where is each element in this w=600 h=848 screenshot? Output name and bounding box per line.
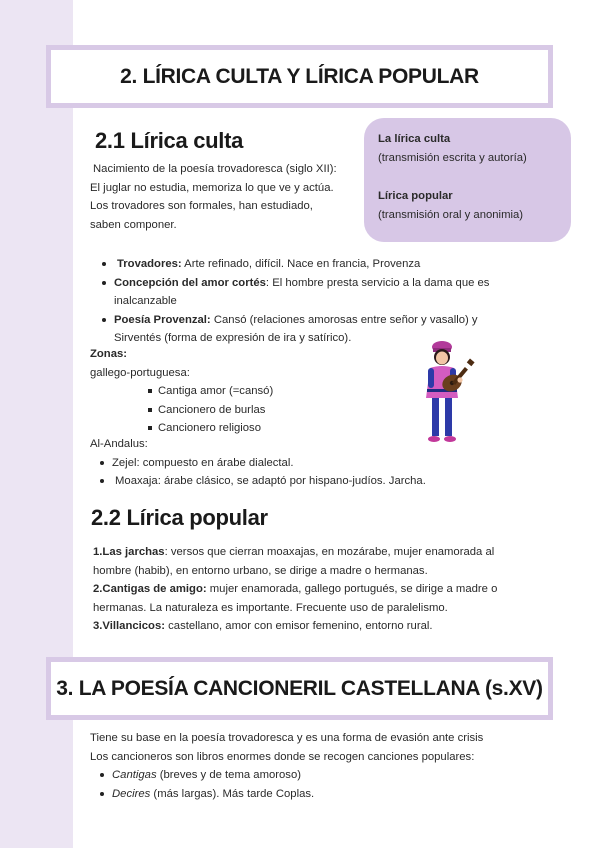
andalus-label: Al-Andalus: — [90, 438, 148, 450]
troubadour-illustration — [414, 340, 480, 450]
list-item: Decires (más largas). Más tarde Coplas. — [90, 785, 530, 804]
cancioneril-body — [90, 729, 530, 803]
section-3-title: 3. LA POESÍA CANCIONERIL CASTELLANA (s.XV) — [56, 676, 543, 700]
list-item: Concepción del amor cortés: El hombre presta servicio a la dama que es inalcanzable — [92, 274, 522, 311]
list-item: Cantigas (breves y de tema amoroso) — [90, 766, 530, 785]
list-item: Cancionero religioso — [90, 419, 520, 438]
callout-popular-title: Lírica popular — [378, 190, 453, 202]
andalus-list — [90, 454, 520, 491]
section-3-header-box — [46, 657, 553, 720]
cancioneril-list — [90, 766, 530, 803]
callout-culta-title: La lírica culta — [378, 133, 451, 145]
culta-heading: 2.1 Lírica culta — [95, 128, 244, 153]
popular-items — [93, 543, 533, 636]
culta-bullet-list — [92, 255, 522, 348]
lirica-callout — [364, 118, 571, 242]
callout-culta-desc: (transmisión escrita y autoría) — [378, 151, 527, 164]
list-item: 3.Villancicos: castellano, amor con emisor femenino, entorno rural. — [93, 620, 433, 632]
list-item: Zejel: compuesto en árabe dialectal. — [90, 454, 520, 473]
list-item: 1.Las jarchas: versos que cierran moaxajas, en mozárabe, mujer enamorada al hombre (habib), en entorno urbano, se dirige a madre o hermanas. — [93, 546, 495, 577]
zonas-label: Zonas: — [90, 348, 128, 360]
left-stripe — [0, 0, 73, 848]
intro-line: El juglar no estudia, memoriza lo que ve y actúa. — [90, 181, 334, 194]
intro-line: saben componer. — [90, 218, 177, 231]
intro-line: Nacimiento de la poesía trovadoresca (siglo XII): — [93, 163, 337, 175]
section-2-title: 2. LÍRICA CULTA Y LÍRICA POPULAR — [120, 64, 479, 88]
list-item: Cancionero de burlas — [90, 401, 520, 420]
intro-line: Los trovadores son formales, han estudiado, — [90, 200, 313, 212]
culta-intro — [90, 160, 370, 234]
callout-popular-desc: (transmisión oral y anonimia) — [378, 208, 524, 221]
popular-heading: 2.2 Lírica popular — [91, 505, 268, 530]
list-item: 2.Cantigas de amigo: mujer enamorada, gallego portugués, se dirige a madre o hermanas. La naturaleza es importante. Frecuente uso de paralelismo. — [93, 583, 498, 614]
section-2-header-box — [46, 45, 553, 108]
list-item: Poesía Provenzal: Cansó (relaciones amorosas entre señor y vasallo) y Sirventés (forma de expresión de ira y satírico). — [92, 311, 522, 348]
list-item: Trovadores: Arte refinado, difícil. Nace en francia, Provenza — [92, 255, 522, 274]
body-line: Los cancioneros son libros enormes donde se recogen canciones populares: — [90, 750, 475, 763]
body-line: Tiene su base en la poesía trovadoresca y es una forma de evasión ante crisis — [90, 732, 484, 744]
list-item: Moaxaja: árabe clásico, se adaptó por hispano-judíos. Jarcha. — [90, 472, 520, 491]
list-item: Cantiga amor (=cansó) — [90, 382, 520, 401]
gallego-label: gallego-portuguesa: — [90, 366, 190, 379]
